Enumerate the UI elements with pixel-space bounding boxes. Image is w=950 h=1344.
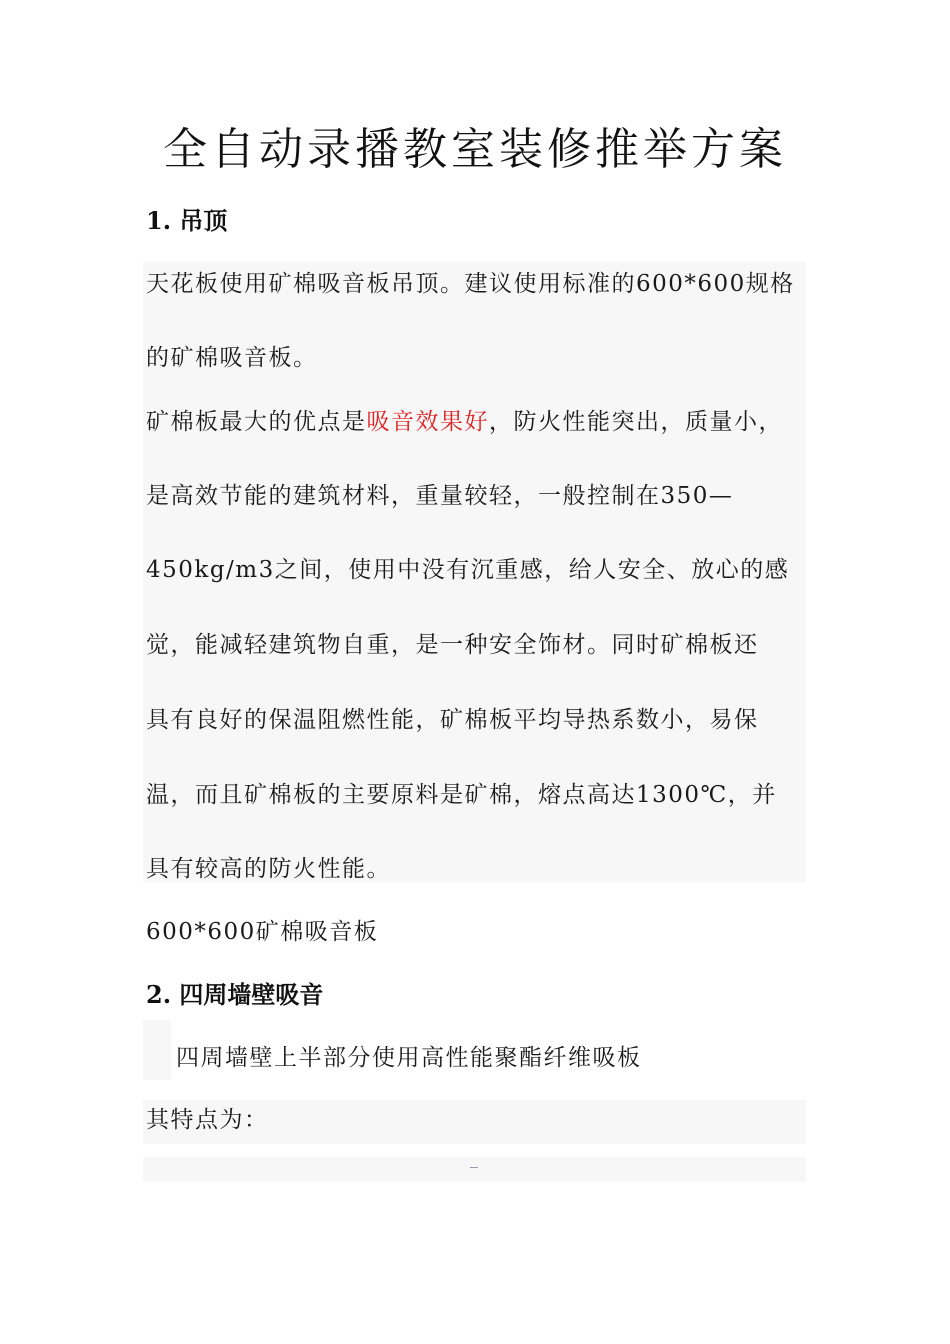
shade-block-2	[143, 1020, 171, 1080]
section-heading-wall-acoustics: 2. 四周墙壁吸音	[146, 980, 324, 1009]
paragraph-line: 其特点为：	[146, 1107, 269, 1133]
text-segment: 矿棉板最大的优点是	[146, 409, 367, 435]
placeholder-mark	[470, 1167, 478, 1168]
shade-block-4	[143, 1157, 806, 1182]
section-heading-ceiling: 1. 吊顶	[146, 206, 228, 235]
paragraph-line: 的矿棉吸音板。	[146, 345, 318, 371]
paragraph-line-with-highlight	[146, 404, 783, 440]
paragraph-line: 是高效节能的建筑材料，重量较轻，一般控制在350—	[146, 483, 734, 509]
paragraph-line: 天花板使用矿棉吸音板吊顶。建议使用标准的600*600规格	[146, 271, 795, 297]
highlighted-text: 吸音效果好	[366, 409, 489, 435]
paragraph-line: 450kg/m3之间，使用中没有沉重感，给人安全、放心的感	[146, 557, 790, 583]
page-title: 全自动录播教室装修推举方案	[163, 124, 787, 175]
image-caption: 600*600矿棉吸音板	[146, 919, 379, 945]
paragraph-line: 具有较高的防火性能。	[146, 856, 391, 882]
paragraph-line: 具有良好的保温阻燃性能，矿棉板平均导热系数小，易保	[146, 707, 759, 733]
text-segment: ，防火性能突出，质量小，	[489, 409, 783, 435]
paragraph-line: 温，而且矿棉板的主要原料是矿棉，熔点高达1300℃，并	[146, 782, 777, 808]
paragraph-line: 四周墙壁上半部分使用高性能聚酯纤维吸板	[176, 1045, 642, 1071]
paragraph-line: 觉，能减轻建筑物自重，是一种安全饰材。同时矿棉板还	[146, 632, 759, 658]
